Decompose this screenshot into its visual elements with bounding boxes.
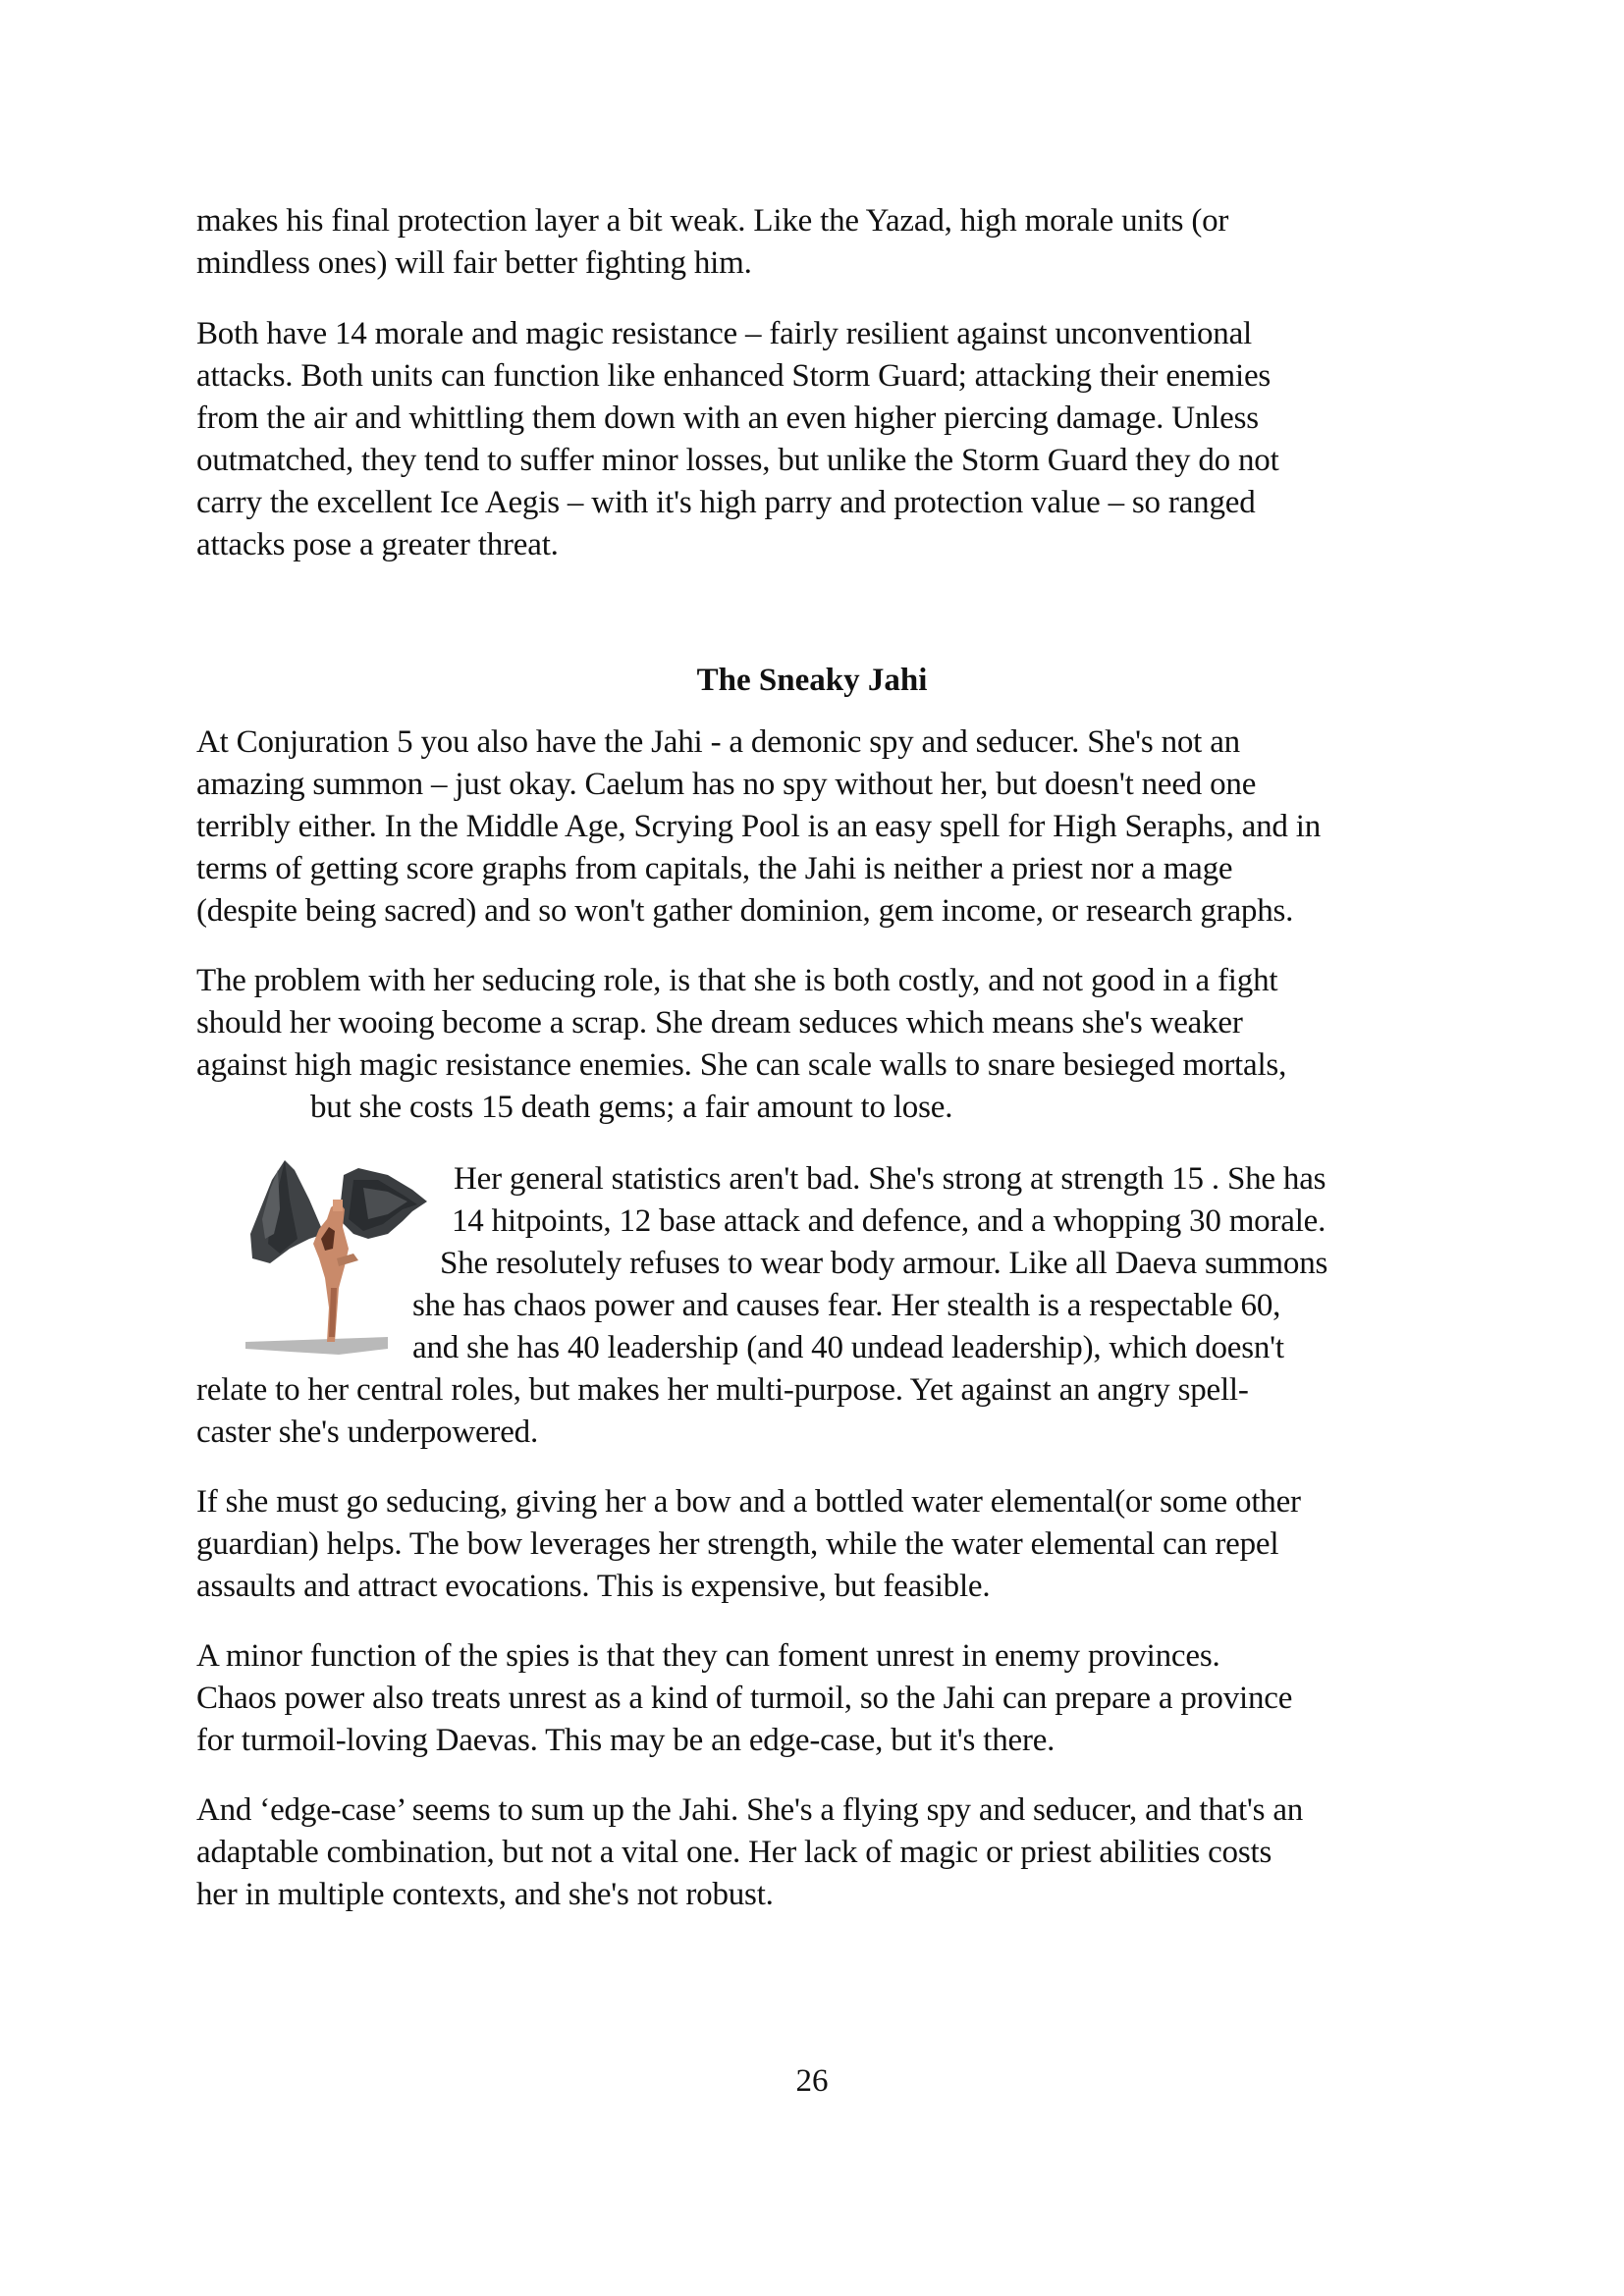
text-line: for turmoil-loving Daevas. This may be an edge-case, but it's there.: [196, 1723, 1056, 1758]
text-line: from the air and whittling them down with an even higher piercing damage. Unless: [196, 400, 1259, 436]
text-line: should her wooing become a scrap. She dream seduces which means she's weaker: [196, 1005, 1243, 1041]
text-line: Both have 14 morale and magic resistance – fairly resilient against unconventional: [196, 316, 1253, 351]
text-line: Chaos power also treats unrest as a kind of turmoil, so the Jahi can prepare a province: [196, 1681, 1293, 1716]
text-line: against high magic resistance enemies. She can scale walls to snare besieged mortals,: [196, 1047, 1287, 1083]
text-line: terms of getting score graphs from capitals, the Jahi is neither a priest nor a mage: [196, 851, 1233, 886]
text-line: attacks. Both units can function like enhanced Storm Guard; attacking their enemies: [196, 358, 1272, 394]
text-line: and she has 40 leadership (and 40 undead leadership), which doesn't: [412, 1330, 1284, 1365]
text-line: guardian) helps. The bow leverages her strength, while the water elemental can repel: [196, 1526, 1279, 1562]
text-line: carry the excellent Ice Aegis – with it's high parry and protection value – so ranged: [196, 485, 1256, 520]
text-line: Her general statistics aren't bad. She's strong at strength 15 . She has: [454, 1161, 1326, 1197]
text-line: A minor function of the spies is that they can foment unrest in enemy provinces.: [196, 1638, 1220, 1674]
text-line: The problem with her seducing role, is that she is both costly, and not good in a fight: [196, 963, 1278, 998]
page-number: 26: [795, 2063, 829, 2099]
text-line: makes his final protection layer a bit weak. Like the Yazad, high morale units (or: [196, 203, 1229, 239]
text-line: If she must go seducing, giving her a bow and a bottled water elemental(or some other: [196, 1484, 1301, 1520]
text-line: relate to her central roles, but makes her multi-purpose. Yet against an angry spell-: [196, 1372, 1249, 1408]
text-line: She resolutely refuses to wear body armour. Like all Daeva summons: [440, 1246, 1328, 1281]
text-line: her in multiple contexts, and she's not robust.: [196, 1877, 774, 1912]
text-line: (despite being sacred) and so won't gather dominion, gem income, or research graphs.: [196, 893, 1294, 929]
text-line: mindless ones) will fair better fighting him.: [196, 245, 752, 281]
text-line: And ‘edge-case’ seems to sum up the Jahi. She's a flying spy and seducer, and that's an: [196, 1792, 1304, 1828]
jahi-sprite-image: [241, 1141, 437, 1359]
text-line: outmatched, they tend to suffer minor losses, but unlike the Storm Guard they do not: [196, 443, 1279, 478]
text-line: assaults and attract evocations. This is expensive, but feasible.: [196, 1569, 991, 1604]
text-line: but she costs 15 death gems; a fair amount to lose.: [310, 1090, 953, 1125]
text-line: attacks pose a greater threat.: [196, 527, 559, 562]
section-heading: The Sneaky Jahi: [696, 663, 928, 698]
text-line: adaptable combination, but not a vital one. Her lack of magic or priest abilities costs: [196, 1835, 1272, 1870]
text-line: At Conjuration 5 you also have the Jahi - a demonic spy and seducer. She's not an: [196, 724, 1240, 760]
text-line: 14 hitpoints, 12 base attack and defence, and a whopping 30 morale.: [452, 1203, 1326, 1239]
text-line: caster she's underpowered.: [196, 1415, 539, 1450]
text-line: amazing summon – just okay. Caelum has no spy without her, but doesn't need one: [196, 767, 1257, 802]
text-line: terribly either. In the Middle Age, Scrying Pool is an easy spell for High Seraphs, and in: [196, 809, 1322, 844]
text-line: she has chaos power and causes fear. Her stealth is a respectable 60,: [412, 1288, 1281, 1323]
